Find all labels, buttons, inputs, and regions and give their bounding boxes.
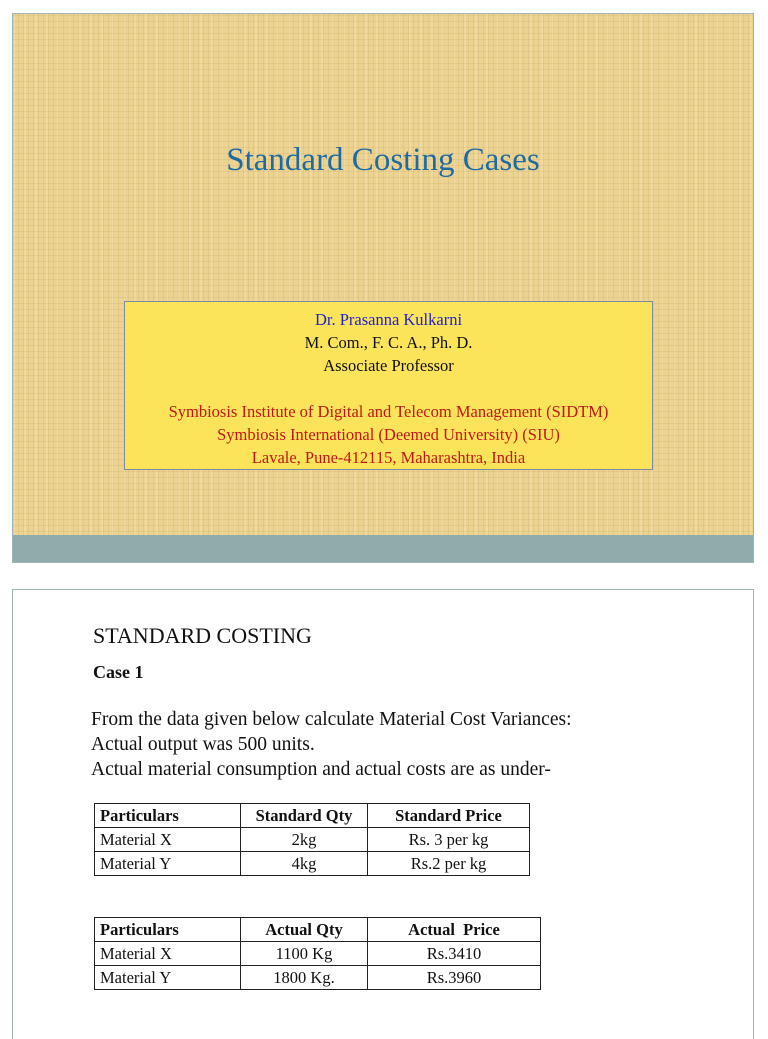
table-header: Particulars (95, 918, 241, 942)
table-cell: 1100 Kg (241, 942, 368, 966)
author-qualifications: M. Com., F. C. A., Ph. D. (304, 333, 473, 352)
author-info-box (124, 301, 653, 470)
table-cell: Material Y (95, 966, 241, 990)
slide-heading: STANDARD COSTING (93, 623, 312, 648)
title-slide (12, 13, 754, 563)
table-header: Standard Qty (241, 804, 368, 828)
table-row (95, 942, 541, 966)
spacer (125, 377, 652, 400)
problem-statement (91, 707, 571, 782)
problem-line: Actual material consumption and actual costs are as under- (91, 759, 551, 780)
table-cell: Material X (95, 942, 241, 966)
university-name: Symbiosis International (Deemed University) (SIU) (217, 425, 560, 444)
table-row (95, 852, 530, 876)
case-slide (12, 589, 754, 1039)
slide-title: Standard Costing Cases (226, 142, 540, 178)
problem-line: Actual output was 500 units. (91, 734, 315, 755)
table-header: Actual Price (368, 918, 541, 942)
table-cell: 1800 Kg. (241, 966, 368, 990)
author-designation: Associate Professor (323, 356, 454, 375)
problem-line: From the data given below calculate Material Cost Variances: (91, 709, 572, 730)
table-header: Actual Qty (241, 918, 368, 942)
table-cell: Material X (95, 828, 241, 852)
table-header: Particulars (95, 804, 241, 828)
table-cell: Rs.2 per kg (368, 852, 530, 876)
institute-name: Symbiosis Institute of Digital and Telecom Management (SIDTM) (168, 402, 609, 421)
slide-footer-bar (13, 535, 753, 562)
table-row (95, 828, 530, 852)
table-cell: Rs. 3 per kg (368, 828, 530, 852)
table-header-row (95, 804, 530, 828)
table-cell: Rs.3960 (368, 966, 541, 990)
table-header-row (95, 918, 541, 942)
actual-table (94, 917, 541, 990)
table-cell: 4kg (241, 852, 368, 876)
table-header: Standard Price (368, 804, 530, 828)
table-cell: 2kg (241, 828, 368, 852)
table-row (95, 966, 541, 990)
author-name: Dr. Prasanna Kulkarni (314, 310, 463, 329)
table-cell: Rs.3410 (368, 942, 541, 966)
address: Lavale, Pune-412115, Maharashtra, India (251, 448, 526, 467)
standard-table (94, 803, 530, 876)
case-label: Case 1 (93, 662, 144, 682)
table-cell: Material Y (95, 852, 241, 876)
